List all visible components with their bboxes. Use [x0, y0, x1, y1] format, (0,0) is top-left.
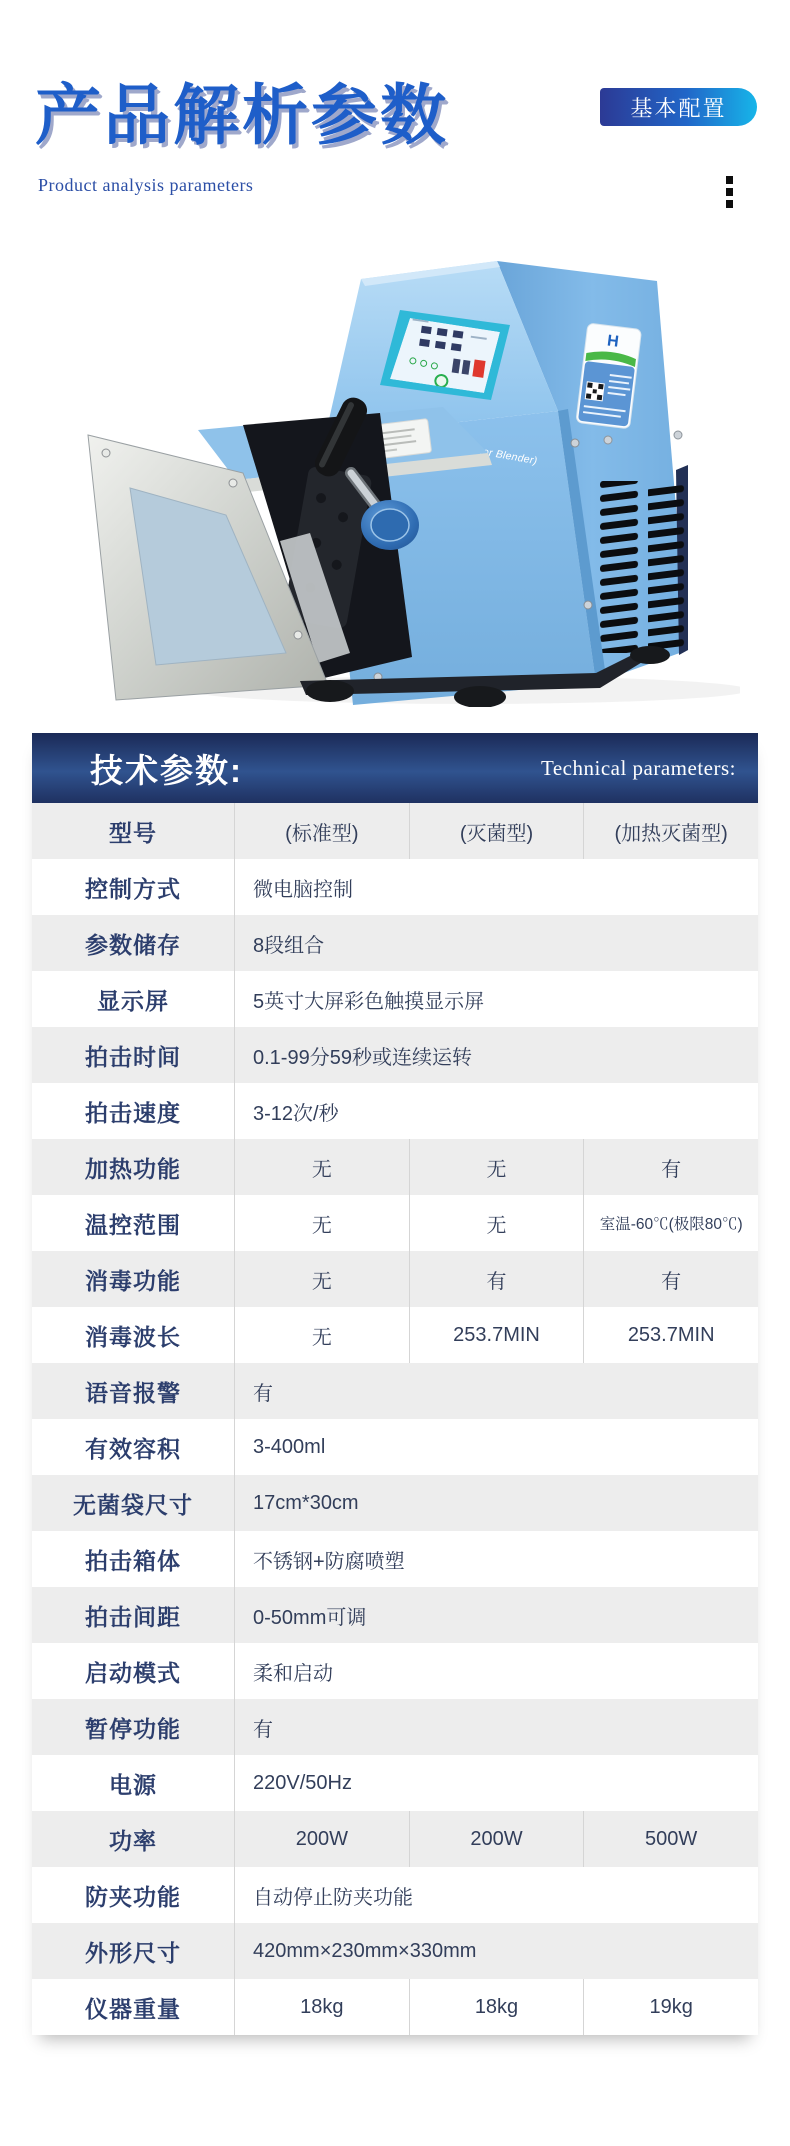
- table-row: [32, 1083, 758, 1139]
- row-label: 无菌袋尺寸: [32, 1475, 235, 1531]
- row-value: 无: [235, 1139, 410, 1195]
- row-value: 420mm×230mm×330mm: [253, 1939, 477, 1962]
- row-value: 柔和启动: [253, 1662, 333, 1685]
- spec-header-en: Technical parameters:: [540, 755, 736, 780]
- row-label: 控制方式: [32, 859, 235, 915]
- row-value: 8段组合: [253, 934, 325, 957]
- page-title: 产品解析参数: [35, 80, 449, 153]
- vent-louvers-icon: [600, 481, 642, 653]
- table-row: [32, 971, 758, 1027]
- row-label: 温控范围: [32, 1195, 235, 1251]
- row-label: 仪器重量: [32, 1979, 235, 2035]
- row-value: 无: [410, 1195, 585, 1251]
- row-value: 有: [253, 1382, 273, 1405]
- row-label: 外形尺寸: [32, 1923, 235, 1979]
- spec-table-body: [32, 803, 758, 2035]
- spec-header-zh: 技术参数:: [90, 751, 243, 789]
- row-label: 电源: [32, 1755, 235, 1811]
- row-value: 200W: [235, 1811, 410, 1867]
- row-value: 0.1-99分59秒或连续运转: [253, 1046, 472, 1069]
- table-row: [32, 1307, 758, 1363]
- row-value: 0-50mm可调: [253, 1606, 367, 1629]
- row-value: 18kg: [410, 1979, 585, 2035]
- row-value: 18kg: [235, 1979, 410, 2035]
- table-row: [32, 859, 758, 915]
- spec-table: [32, 733, 758, 2035]
- row-value: 3-400ml: [253, 1435, 326, 1458]
- brand-sticker: [576, 323, 642, 429]
- table-row: [32, 1643, 758, 1699]
- row-label: 拍击时间: [32, 1027, 235, 1083]
- row-value: 有: [661, 1158, 682, 1181]
- row-label: 功率: [32, 1811, 235, 1867]
- table-row: [32, 1867, 758, 1923]
- row-value: 无: [410, 1139, 585, 1195]
- row-label: 语音报警: [32, 1363, 235, 1419]
- table-row: [32, 1979, 758, 2035]
- row-value: 微电脑控制: [253, 878, 353, 901]
- row-value: 无: [235, 1307, 410, 1363]
- row-value: 253.7MIN: [627, 1323, 715, 1346]
- row-value: 200W: [410, 1811, 585, 1867]
- row-value: 17cm*30cm: [253, 1491, 359, 1514]
- table-row: [32, 915, 758, 971]
- row-label: 拍击间距: [32, 1587, 235, 1643]
- vent-louvers-icon: [648, 485, 686, 653]
- row-value: 不锈钢+防腐喷塑: [253, 1550, 405, 1573]
- row-value: 无: [235, 1251, 410, 1307]
- row-label: 加热功能: [32, 1139, 235, 1195]
- row-value: 253.7MIN: [410, 1307, 585, 1363]
- row-label: 显示屏: [32, 971, 235, 1027]
- row-label: 防夹功能: [32, 1867, 235, 1923]
- table-row: [32, 1419, 758, 1475]
- page-subtitle: Product analysis parameters: [38, 175, 254, 195]
- table-row: [32, 1699, 758, 1755]
- row-value: 有: [661, 1270, 682, 1293]
- row-value: 有: [410, 1251, 585, 1307]
- row-value: 5英寸大屏彩色触摸显示屏: [253, 990, 485, 1013]
- row-value: 500W: [645, 1827, 698, 1850]
- svg-text:H: H: [606, 332, 620, 351]
- table-row: [32, 1139, 758, 1195]
- table-row: [32, 1811, 758, 1867]
- row-value: 无: [235, 1195, 410, 1251]
- row-value: (灭菌型): [410, 803, 585, 859]
- table-row: [32, 1195, 758, 1251]
- table-row: [32, 1363, 758, 1419]
- row-label: 消毒波长: [32, 1307, 235, 1363]
- row-label: 暂停功能: [32, 1699, 235, 1755]
- row-label: 型号: [32, 803, 235, 859]
- table-row: [32, 1027, 758, 1083]
- row-label: 参数储存: [32, 915, 235, 971]
- table-row: [32, 1755, 758, 1811]
- table-row: [32, 1531, 758, 1587]
- table-row: [32, 1923, 758, 1979]
- row-label: 有效容积: [32, 1419, 235, 1475]
- row-value: 19kg: [649, 1995, 693, 2018]
- row-label: 拍击箱体: [32, 1531, 235, 1587]
- row-value: 室温-60℃(极限80℃): [599, 1216, 743, 1233]
- row-label: 拍击速度: [32, 1083, 235, 1139]
- table-row: [32, 1587, 758, 1643]
- row-label: 启动模式: [32, 1643, 235, 1699]
- row-value: 有: [253, 1718, 273, 1741]
- table-row: [32, 1475, 758, 1531]
- spec-table-header: [32, 733, 758, 803]
- screen-caption: Blender): [494, 448, 539, 468]
- row-value: 3-12次/秒: [253, 1102, 339, 1125]
- product-photo: [48, 185, 740, 707]
- table-row: [32, 803, 758, 859]
- row-value: 220V/50Hz: [253, 1771, 352, 1794]
- row-value: (标准型): [235, 803, 410, 859]
- row-value: (加热灭菌型): [614, 822, 728, 845]
- row-value: 自动停止防夹功能: [253, 1886, 413, 1909]
- row-label: 消毒功能: [32, 1251, 235, 1307]
- basic-config-badge: 基本配置: [600, 88, 757, 126]
- table-row: [32, 1251, 758, 1307]
